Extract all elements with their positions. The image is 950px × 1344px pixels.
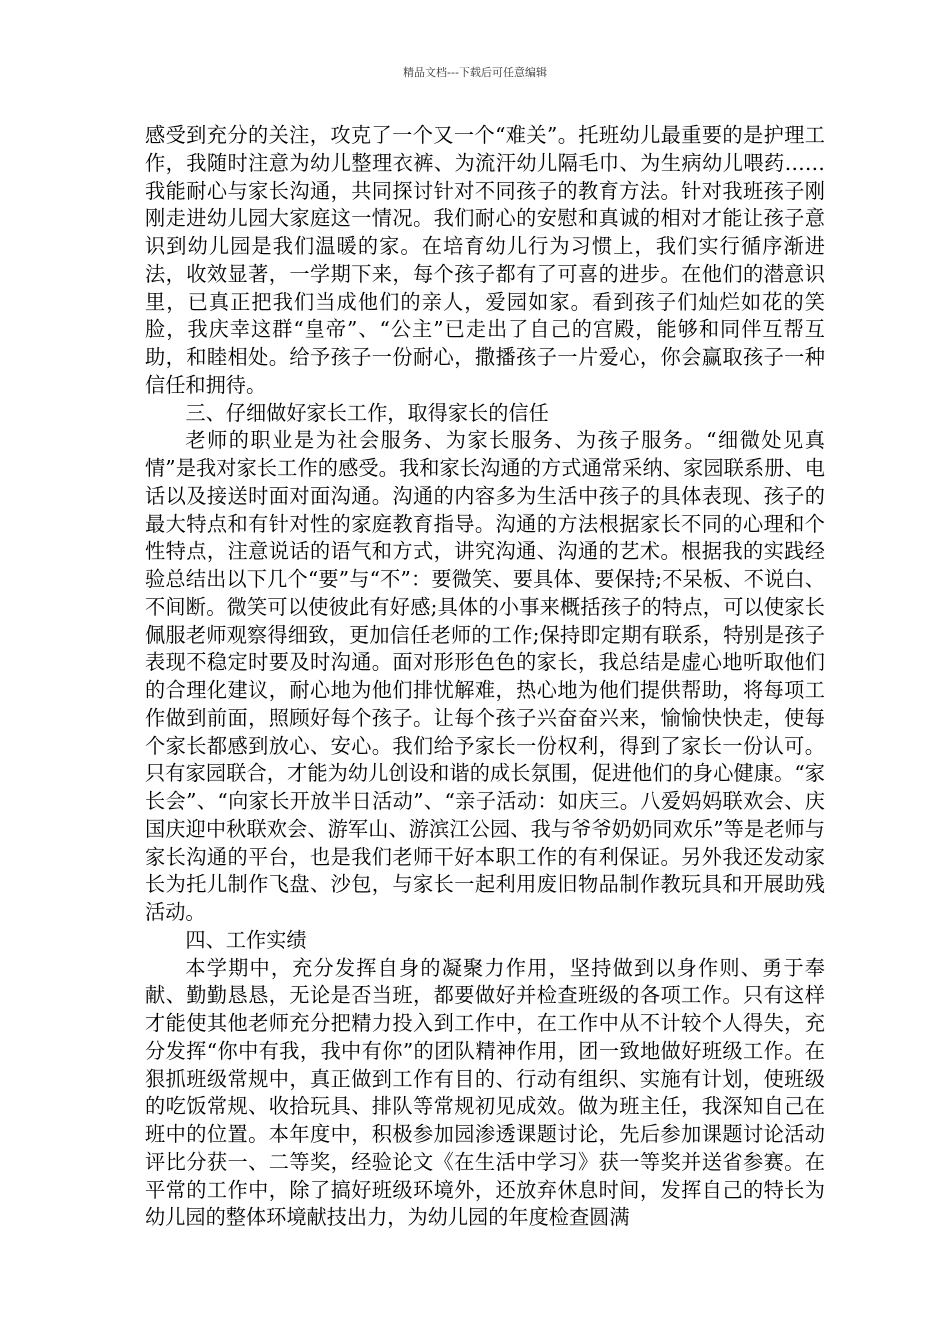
section-heading-achievements: 四、工作实绩 — [185, 927, 307, 952]
paragraph-care-work: 感受到充分的关注，攻克了一个又一个“难关”。托班幼儿最重要的是护理工作，我随时注意为幼儿整理衣裤、为流汗幼儿隔毛巾、为生病幼儿喂药……我能耐心与家长沟通，共同探讨针对不同孩子的教育方法。针对我班孩子刚刚走进幼儿园大家庭这一情况。我们耐心的安慰和真诚的相对才能让孩子意识到幼儿园是我们温暖的家。在培育幼儿行为习惯上，我们实行循序渐进法，收效显著，一学期下来，每个孩子都有了可喜的进步。在他们的潜意识里，已真正把我们当成他们的亲人，爱园如家。看到孩子们灿烂如花的笑脸，我庆幸这群“皇帝”、“公主”已走出了自己的宫殿，能够和同伴互帮互助，和睦相处。给予孩子一份耐心，撒播孩子一片爱心，你会赢取孩子一种信任和拥待。 — [145, 123, 825, 397]
page-header: 精品文档---下载后可任意编辑 — [403, 66, 547, 79]
paragraph-achievements: 本学期中，充分发挥自身的凝聚力作用，坚持做到以身作则、勇于奉献、勤勤恳恳，无论是否当班，都要做好并检查班级的各项工作。只有这样才能使其他老师充分把精力投入到工作中，在工作中从不计较个人得失，充分发挥“你中有我，我中有你”的团队精神作用，团一致地做好班级工作。在狠抓班级常规中，真正做到工作有目的、行动有组织、实施有计划，使班级的吃饭常规、收拾玩具、排队等常规初见成效。做为班主任，我深知自己在班中的位置。本年度中，积极参加园渗透课题讨论，先后参加课题讨论活动评比分获一、二等奖，经验论文《在生活中学习》获一等奖并送省参赛。在平常的工作中，除了搞好班级环境外，还放弃休息时间，发挥自己的特长为幼儿园的整体环境献技出力，为幼儿园的年度检查圆满 — [145, 955, 825, 1230]
document-body — [145, 122, 825, 1232]
paragraph-parent-communication: 老师的职业是为社会服务、为家长服务、为孩子服务。“细微处见真情”是我对家长工作的感受。我和家长沟通的方式通常采纳、家园联系册、电话以及接送时面对面沟通。沟通的内容多为生活中孩子的具体表现、孩子的最大特点和有针对性的家庭教育指导。沟通的方法根据家长不同的心理和个性特点，注意说话的语气和方式，讲究沟通、沟通的艺术。根据我的实践经验总结出以下几个“要”与“不”：要微笑、要具体、要保持;不呆板、不说白、不间断。微笑可以使彼此有好感;具体的小事来概括孩子的特点，可以使家长佩服老师观察得细致，更加信任老师的工作;保持即定期有联系，特别是孩子表现不稳定时要及时沟通。面对形形色色的家长，我总结是虚心地听取他们的合理化建议，耐心地为他们排忧解难，热心地为他们提供帮助，将每项工作做到前面，照顾好每个孩子。让每个孩子兴奋奋兴来，愉愉快快走，使每个家长都感到放心、安心。我们给予家长一份权利，得到了家长一份认可。只有家园联合，才能为幼儿创设和谐的成长氛围，促进他们的身心健康。“家长会”、“向家长开放半日活动”、“亲子活动：如庆三。八爱妈妈联欢会、庆国庆迎中秋联欢会、游军山、游滨江公园、我与爷爷奶奶同欢乐”等是老师与家长沟通的平台，也是我们老师干好本职工作的有利保证。另外我还发动家长为托儿制作飞盘、沙包，与家长一起利用废旧物品制作教玩具和开展助残活动。 — [145, 428, 825, 924]
section-heading-parent-work: 三、仔细做好家长工作，取得家长的信任 — [185, 400, 549, 425]
